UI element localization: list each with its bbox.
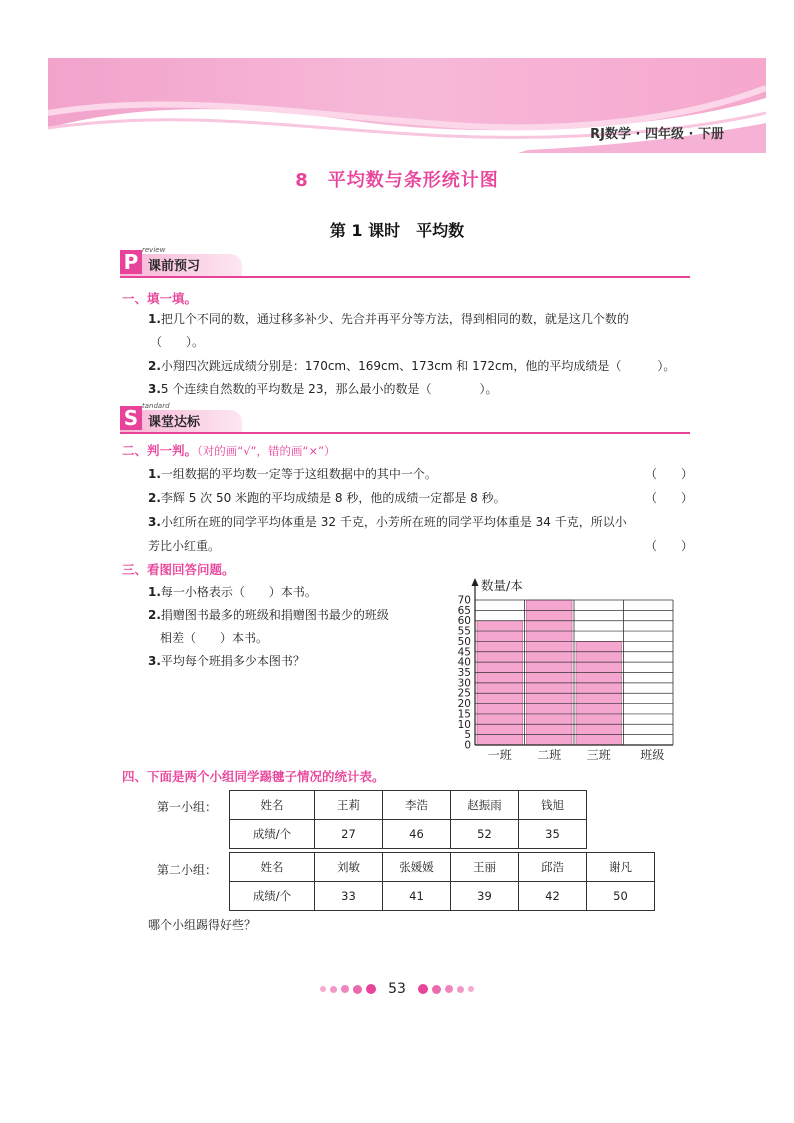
table-cell: 35: [519, 820, 587, 849]
group2-label: 第二小组：: [157, 863, 218, 877]
table-cell: 钱旭: [519, 791, 587, 820]
part4-heading: 四、下面是两个小组同学踢毽子情况的统计表。: [122, 769, 385, 784]
x-tick-label: 一班: [487, 748, 512, 762]
y-axis-arrow: [472, 578, 479, 586]
book-tag: RJ数学 · 四年级 · 下册: [590, 127, 724, 142]
table-cell: 谢凡: [587, 853, 655, 882]
group2-table: [229, 852, 655, 911]
part3-heading: 三、看图回答问题。: [122, 562, 235, 577]
table-cell: 赵振雨: [451, 791, 519, 820]
y-tick-label: 45: [457, 646, 471, 659]
table-cell: 33: [315, 882, 383, 911]
x-tick-label: 二班: [537, 748, 562, 762]
part1-q1-cont: （ ）。: [150, 335, 205, 349]
y-tick-label: 55: [457, 625, 471, 638]
page-footer: [0, 981, 794, 997]
part1-heading: 一、填一填。: [122, 291, 198, 306]
table-cell: 姓名: [230, 791, 315, 820]
table-row: [230, 853, 655, 882]
table-cell: 42: [519, 882, 587, 911]
table-cell: 27: [315, 820, 383, 849]
section-small-label: tandard: [142, 402, 170, 410]
table-cell: 王丽: [451, 853, 519, 882]
answer-paren: （ ）: [645, 539, 694, 553]
part3-q1: 1.每一小格表示（ ）本书。: [148, 585, 317, 599]
table-row: [230, 820, 587, 849]
part4-question: 哪个小组踢得好些？: [148, 918, 257, 932]
table-cell: 41: [383, 882, 451, 911]
part3-q3: 3.平均每个班捐多少本图书？: [148, 654, 305, 668]
y-axis-label: 数量/本: [481, 578, 523, 593]
part1-q2: 2.小翔四次跳远成绩分别是：170cm、169cm、173cm 和 172cm，他的平均成绩是（ ）。: [148, 359, 676, 373]
table-cell: 李浩: [383, 791, 451, 820]
y-tick-label: 5: [464, 729, 471, 742]
section-letter: S: [120, 406, 142, 430]
section-preview-header: [120, 246, 690, 278]
part2-q1: 1.一组数据的平均数一定等于这组数据中的其中一个。: [148, 467, 437, 481]
y-tick-label: 70: [457, 594, 471, 607]
section-letter: P: [120, 250, 142, 274]
chapter-title: 8 平均数与条形统计图: [295, 170, 499, 191]
part1-q1: 1.把几个不同的数，通过移多补少、先合并再平分等方法，得到相同的数，就是这几个数的: [148, 312, 629, 326]
section-label: 课前预习: [148, 259, 201, 274]
y-tick-label: 65: [457, 604, 471, 617]
y-tick-label: 25: [457, 687, 471, 700]
group1-label: 第一小组：: [157, 800, 218, 814]
part2-q3-cont: 芳比小红重。: [148, 539, 221, 553]
answer-paren: （ ）: [645, 467, 694, 481]
y-tick-label: 20: [457, 698, 471, 711]
table-cell: 46: [383, 820, 451, 849]
table-cell: 52: [451, 820, 519, 849]
table-row: [230, 882, 655, 911]
table-cell: 39: [451, 882, 519, 911]
y-tick-label: 15: [457, 708, 471, 721]
part2-heading: 二、判一判。（对的画“√”，错的画“×”）: [122, 443, 336, 458]
table-cell: 王莉: [315, 791, 383, 820]
table-row: [230, 791, 587, 820]
table-cell: 刘敏: [315, 853, 383, 882]
table-cell: 张媛媛: [383, 853, 451, 882]
part1-q3: 3.5 个连续自然数的平均数是 23，那么最小的数是（ ）。: [148, 382, 498, 396]
y-tick-label: 0: [464, 739, 471, 752]
x-axis-label: 班级: [640, 748, 665, 762]
x-tick-label: 三班: [586, 748, 611, 762]
part2-q2: 2.李辉 5 次 50 米跑的平均成绩是 8 秒，他的成绩一定都是 8 秒。: [148, 491, 506, 505]
table-cell: 姓名: [230, 853, 315, 882]
section-small-label: review: [142, 246, 166, 254]
y-tick-label: 35: [457, 667, 471, 679]
part2-q3: 3.小红所在班的同学平均体重是 32 千克，小芳所在班的同学平均体重是 34 千克，所以小: [148, 515, 627, 529]
answer-paren: （ ）: [645, 491, 694, 505]
y-tick-label: 40: [457, 656, 471, 669]
y-tick-label: 10: [457, 718, 471, 731]
y-tick-label: 50: [457, 635, 471, 648]
page-number: 53: [388, 981, 406, 997]
section-standard-header: [120, 402, 690, 434]
table-cell: 成绩/个: [230, 882, 315, 911]
section-label: 课堂达标: [148, 415, 201, 430]
table-cell: 50: [587, 882, 655, 911]
y-tick-label: 60: [457, 615, 471, 628]
part3-q2-cont: 相差（ ）本书。: [160, 631, 269, 645]
lesson-title: 第 1 课时 平均数: [329, 221, 465, 240]
part3-q2: 2.捐赠图书最多的班级和捐赠图书最少的班级: [148, 608, 389, 622]
bar-chart: [440, 575, 700, 765]
table-cell: 成绩/个: [230, 820, 315, 849]
group1-table: [229, 790, 587, 849]
y-tick-label: 30: [457, 677, 471, 690]
table-cell: 邱浩: [519, 853, 587, 882]
